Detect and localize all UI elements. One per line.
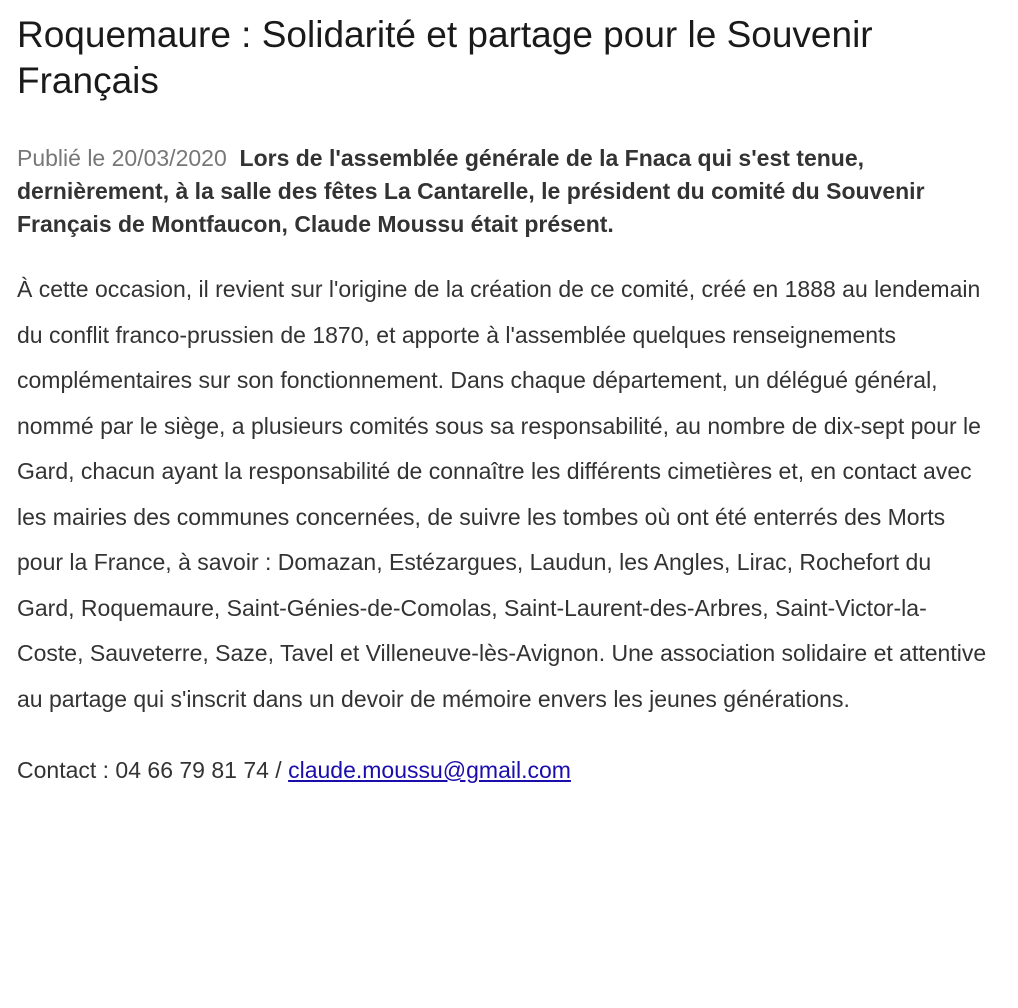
article-lead bbox=[17, 142, 992, 241]
contact-email-link[interactable]: claude.moussu@gmail.com bbox=[288, 757, 571, 783]
published-date: Publié le 20/03/2020 bbox=[17, 145, 227, 171]
article-title: Roquemaure : Solidarité et partage pour le Souvenir Français bbox=[17, 14, 873, 101]
article bbox=[17, 12, 992, 788]
contact-label: Contact : 04 66 79 81 74 / bbox=[17, 757, 289, 783]
lead-text: Lors de l'assemblée générale de la Fnaca qui s'est tenue, dernièrement, à la salle des fêtes La Cantarelle, le président du comité du Souvenir Français de Montfaucon, Claude Moussu était présent. bbox=[17, 145, 925, 237]
article-body: À cette occasion, il revient sur l'origine de la création de ce comité, créé en 1888 au lendemain du conflit franco-prussien de 1870, et apporte à l'assemblée quelques renseignements complémentaires sur son fonctionnement. Dans chaque département, un délégué général, nommé par le siège, a plusieurs comités sous sa responsabilité, au nombre de dix-sept pour le Gard, chacun ayant la responsabilité de connaître les différents cimetières et, en contact avec les mairies des communes concernées, de suivre les tombes où ont été enterrés des Morts pour la France, à savoir : Domazan, Estézargues, Laudun, les Angles, Lirac, Rochefort du Gard, Roquemaure, Saint-Génies-de-Comolas, Saint-Laurent-des-Arbres, Saint-Victor-la-Coste, Sauveterre, Saze, Tavel et Villeneuve-lès-Avignon. Une association solidaire et attentive au partage qui s'inscrit dans un devoir de mémoire envers les jeunes générations. bbox=[17, 276, 987, 712]
contact-line bbox=[17, 752, 992, 788]
